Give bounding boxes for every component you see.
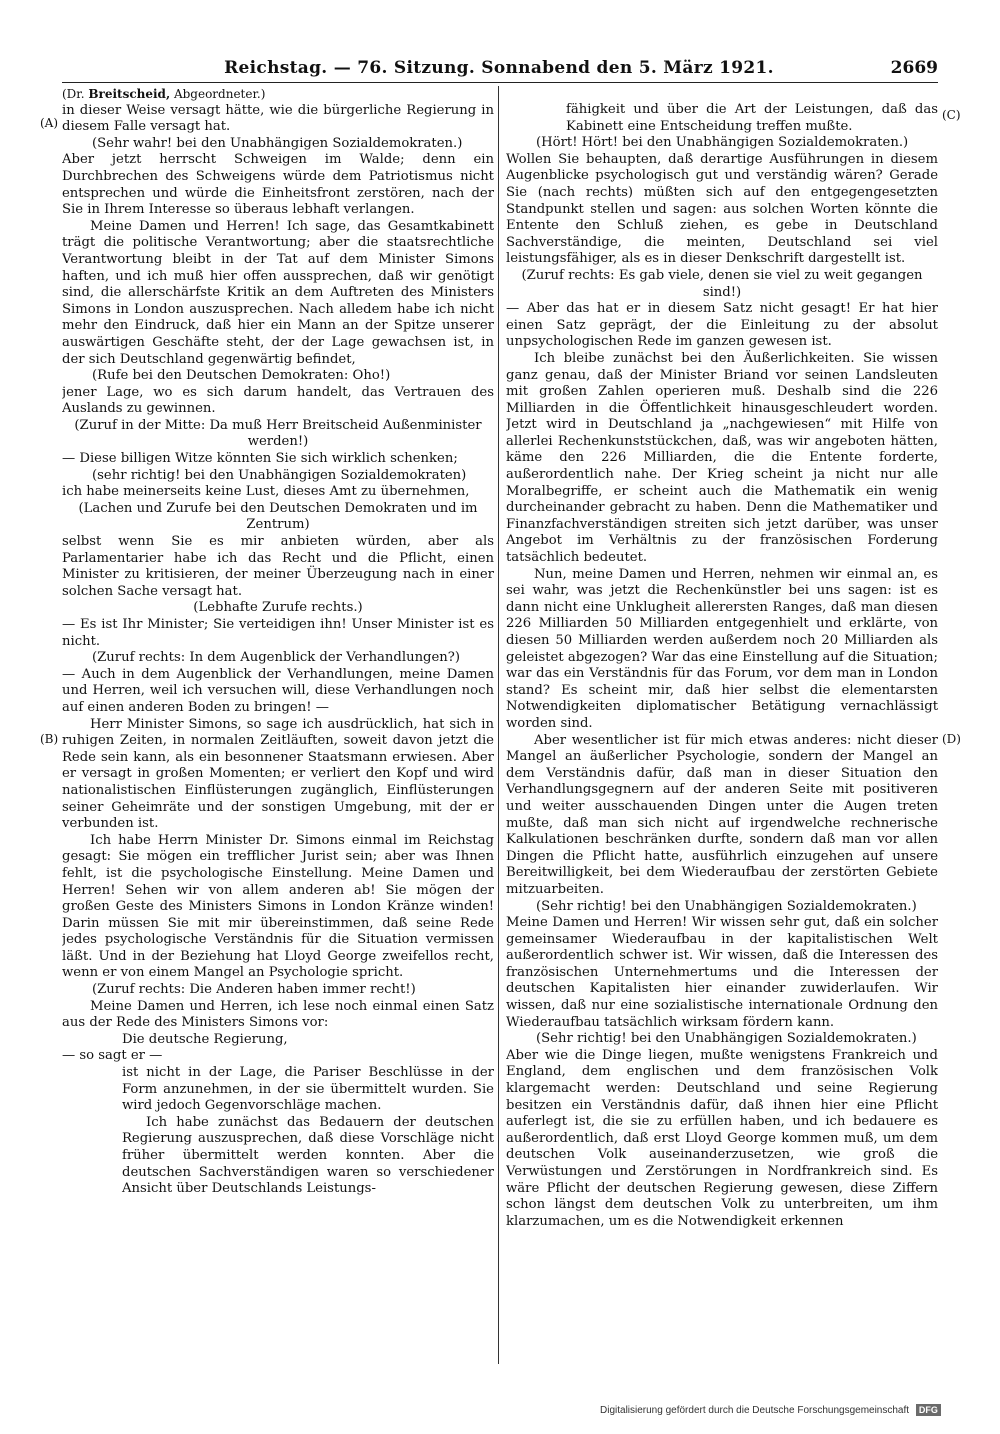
- text-block: — Aber das hat er in diesem Satz nicht gesagt! Er hat hier einen Satz geprägt, der die Einleitung zu der absolut unpsychologischen Rede im ganzen gewesen ist.: [506, 301, 938, 350]
- speaker-name: Breitscheid,: [88, 87, 171, 101]
- left-column: [62, 86, 494, 1372]
- text-block: (Hört! Hört! bei den Unabhängigen Sozialdemokraten.): [536, 135, 909, 151]
- right-column-text: [506, 102, 938, 1230]
- column-divider: [498, 86, 499, 1364]
- speaker-line: [62, 86, 494, 103]
- text-block: (Lebhafte Zurufe rechts.): [193, 600, 363, 616]
- left-column-text: [62, 103, 494, 1198]
- text-block: (Zuruf rechts: Die Anderen haben immer recht!): [92, 982, 416, 998]
- text-block: Nun, meine Damen und Herren, nehmen wir einmal an, es sei wahr, was jetzt die Rechenkünstler bei uns sagen: ist es dann nicht eine Unklugheit allerersten Ranges, daß man diesen 226 Milliarden 50 Milliarden entgegenhielt und erklärte, von diesen 50 Milliarden werden außerdem noch 20 Milliarden als geleistet abgezogen? War das eine Einstellung auf die Situation; war das ein Verständnis für das Forum, vor dem man in London stand? Es scheint mir, daß hier selbst die elementarsten Notwendigkeiten diplomatischer Betätigung vernachlässigt worden sind.: [506, 566, 938, 731]
- text-block: — Diese billigen Witze könnten Sie sich wirklich schenken;: [62, 451, 458, 467]
- text-block: in dieser Weise versagt hätte, wie die bürgerliche Regierung in diesem Falle versagt hat.: [62, 102, 494, 135]
- digitization-footer: [600, 1404, 941, 1416]
- text-block: Herr Minister Simons, so sage ich ausdrücklich, hat sich in ruhigen Zeiten, in normalen Zeitläuften, soweit davon jetzt die Rede sein kann, als ein besonnener Staatsmann erwiesen. Aber er versagt in großen Momenten; er verliert den Kopf und wird nationalistischen Einflüsterungen zugänglich, Einflüsterungen seiner Geheimräte und der sonstigen Umgebung, mit der er verbunden ist.: [62, 716, 494, 832]
- page-number: 2669: [890, 58, 938, 78]
- speaker-role: Abgeordneter.): [173, 87, 266, 101]
- text-block: Ich habe Herrn Minister Dr. Simons einmal im Reichstag gesagt: Sie mögen ein trefflicher Jurist sein; aber was Ihnen fehlt, ist die psychologische Einstellung. Meine Damen und Herren! Sehen wir von allem anderen ab! Sie mögen der großen Geste des Ministers Simons in London Kränze winden! Darin müssen Sie mit mir übereinstimmen, daß seine Rede jedes psychologische Verständnis für die Situation vermissen läßt. Und in der Beziehung hat Lloyd George zweifellos recht, wenn er von einem Mangel an Psychologie spricht.: [62, 832, 494, 981]
- text-block: — Es ist Ihr Minister; Sie verteidigen ihn! Unser Minister ist es nicht.: [62, 617, 494, 649]
- text-block: (Zuruf rechts: Es gab viele, denen sie viel zu weit gegangen sind!): [521, 267, 923, 300]
- text-block: — Auch in dem Augenblick der Verhandlungen, meine Damen und Herren, weil ich versuchen will, diese Verhandlungen noch auf einen anderen Boden zu bringen! —: [62, 666, 494, 715]
- text-block: — so sagt er —: [62, 1048, 163, 1064]
- text-block: Meine Damen und Herren! Wir wissen sehr gut, daß ein solcher gemeinsamer Wiederaufbau in der kapitalistischen Welt außerordentlich schwer ist. Wir wissen, daß die Interessen des französischen Unternehmertums und die Interessen der deutschen Kapitalisten hier einander zuwiderlaufen. Wir wissen, daß nur eine sozialistische internationale Ordnung den Wiederaufbau tatsächlich wirksam fördern kann.: [506, 915, 938, 1030]
- text-block: Ich bleibe zunächst bei den Äußerlichkeiten. Sie wissen ganz genau, daß der Minister Briand vor seinen Landsleuten mit großen Zahlen operieren muß. Deshalb sind die 226 Milliarden in die Öffentlichkeit hinausgeschleudert worden. Jetzt wird in Deutschland ja „nachgewiesen“ mit Hilfe von allerlei Rechenkunststückchen, daß, was wir angeboten hätten, käme den 226 Milliarden, die die Entente forderte, außerordentlich nahe. Der Krieg scheint ja nicht nur alle Moralbegriffe, er scheint auch die Mathematik ein wenig durcheinander gebracht zu haben. Denn die Mathematiker und Finanzfachverständigen streiten sich jetzt darüber, was unser Angebot im Verhältnis zu der französischen Forderung tatsächlich bedeutet.: [506, 350, 938, 566]
- text-block: Die deutsche Regierung,: [122, 1031, 288, 1047]
- right-column: [506, 102, 938, 1348]
- margin-mark-b: (B): [40, 732, 59, 746]
- text-block: Wollen Sie behaupten, daß derartige Ausführungen in diesem Augenblicke psychologisch gut und verständig wären? Gerade Sie (nach rechts) müßten sich auf den entgegengesetzten Standpunkt stellen und sagen: aus solchen Worten könnte die Entente den Schluß ziehen, es gebe in Deutschland Sachverständige, die meinten, Deutschland sei viel leistungsfähiger, als es in dieser Denkschrift dargestellt ist.: [506, 151, 938, 267]
- text-block: (Zuruf rechts: In dem Augenblick der Verhandlungen?): [92, 650, 461, 666]
- text-block: (Sehr richtig! bei den Unabhängigen Sozialdemokraten.): [536, 898, 917, 914]
- page-title: Reichstag. — 76. Sitzung. Sonnabend den 5. März 1921.: [224, 58, 774, 78]
- margin-mark-d: (D): [942, 732, 961, 746]
- text-block: (sehr richtig! bei den Unabhängigen Sozialdemokraten): [92, 467, 467, 483]
- text-block: (Sehr richtig! bei den Unabhängigen Sozialdemokraten.): [536, 1031, 917, 1047]
- dfg-logo: DFG: [916, 1404, 941, 1416]
- text-block: Aber wesentlicher ist für mich etwas anderes: nicht dieser Mangel an äußerlicher Psychologie, sondern der Mangel an dem Verständnis dafür, daß man in dieser Situation den Verhandlungsgegnern auf der anderen Seite mit positiveren und weiter ausschauenden Dingen unter die Augen treten mußte, daß man sich nicht auf irgendwelche rechnerische Kalkulationen beschränken durfte, sondern daß man vor allen Dingen die Pflicht hatte, ausführlich einzugehen auf unsere Bereitwilligkeit, bei dem Wiederaufbau der zerstörten Gebiete mitzuarbeiten.: [506, 732, 938, 897]
- footer-text: Digitalisierung gefördert durch die Deutsche Forschungsgemeinschaft: [600, 1405, 910, 1416]
- margin-mark-c: (C): [942, 108, 961, 122]
- text-block: Aber wie die Dinge liegen, mußte wenigstens Frankreich und England, dem englischen und dem französischen Volk klargemacht werden: Deutschland und seine Regierung besitzen ein Verständnis dafür, daß ihnen hier eine Pflicht auferlegt ist, die sie zu erfüllen haben, und ich bedauere es außerordentlich, daß erst Lloyd George kommen muß, um dem deutschen Volk auseinanderzusetzen, wie groß die Verwüstungen und Zerstörungen in Nordfrankreich sind. Es wäre Pflicht der deutschen Regierung gewesen, diese Ziffern schon längst dem deutschen Volk zu unterbreiten, um ihm klarzumachen, um es die Notwendigkeit erkennen: [506, 1047, 938, 1229]
- text-block: (Zuruf in der Mitte: Da muß Herr Breitscheid Außenminister werden!): [74, 417, 482, 450]
- text-block: (Rufe bei den Deutschen Demokraten: Oho!): [92, 368, 391, 384]
- speaker-prefix: (Dr.: [62, 87, 85, 101]
- text-block: Meine Damen und Herren! Ich sage, das Gesamtkabinett trägt die politische Verantwortung; aber die staatsrechtliche Verantwortung bleibt in der Tat auf dem Minister Simons haften, und ich muß hier offen aussprechen, daß wir genötigt sind, die allerschärfste Kritik an dem Auftreten des Ministers Simons in London auszusprechen. Nach alledem habe ich nicht mehr den Eindruck, daß hier ein Mann an der Spitze unserer auswärtigen Geschäfte steht, der der Lage gewachsen ist, in der sich Deutschland gegenwärtig befindet,: [62, 218, 494, 367]
- text-block: selbst wenn Sie es mir anbieten würden, aber als Parlamentarier habe ich das Recht und die Pflicht, einen Minister zu kritisieren, der meiner Überzeugung nach in einer solchen Sache versagt hat.: [62, 534, 494, 599]
- text-block: jener Lage, wo es sich darum handelt, das Vertrauen des Auslands zu gewinnen.: [62, 384, 494, 417]
- text-block: Ich habe zunächst das Bedauern der deutschen Regierung auszusprechen, daß diese Vorschläge nicht früher übermittelt werden konnten. Aber die deutschen Sachverständigen waren so verschiedener Ansicht über Deutschlands Leistungs-: [122, 1114, 494, 1197]
- text-block: (Lachen und Zurufe bei den Deutschen Demokraten und im Zentrum): [78, 500, 478, 533]
- text-block: ich habe meinerseits keine Lust, dieses Amt zu übernehmen,: [62, 484, 470, 500]
- text-block: fähigkeit und über die Art der Leistungen, daß das Kabinett eine Entscheidung treffen mußte.: [566, 102, 938, 134]
- header-rule: [62, 82, 938, 83]
- text-block: Aber jetzt herrscht Schweigen im Walde; denn ein Durchbrechen des Schweigens würde dem Patriotismus nicht entsprechen und würde die Einheitsfront zerstören, nach der Sie in Ihrem Interesse so überaus lebhaft verlangen.: [62, 152, 494, 218]
- text-block: (Sehr wahr! bei den Unabhängigen Sozialdemokraten.): [92, 135, 463, 151]
- text-block: ist nicht in der Lage, die Pariser Beschlüsse in der Form anzunehmen, in der sie übermittelt wurden. Sie wird jedoch Gegenvorschläge machen.: [122, 1065, 494, 1114]
- margin-mark-a: (A): [40, 116, 59, 130]
- text-block: Meine Damen und Herren, ich lese noch einmal einen Satz aus der Rede des Ministers Simons vor:: [62, 998, 494, 1031]
